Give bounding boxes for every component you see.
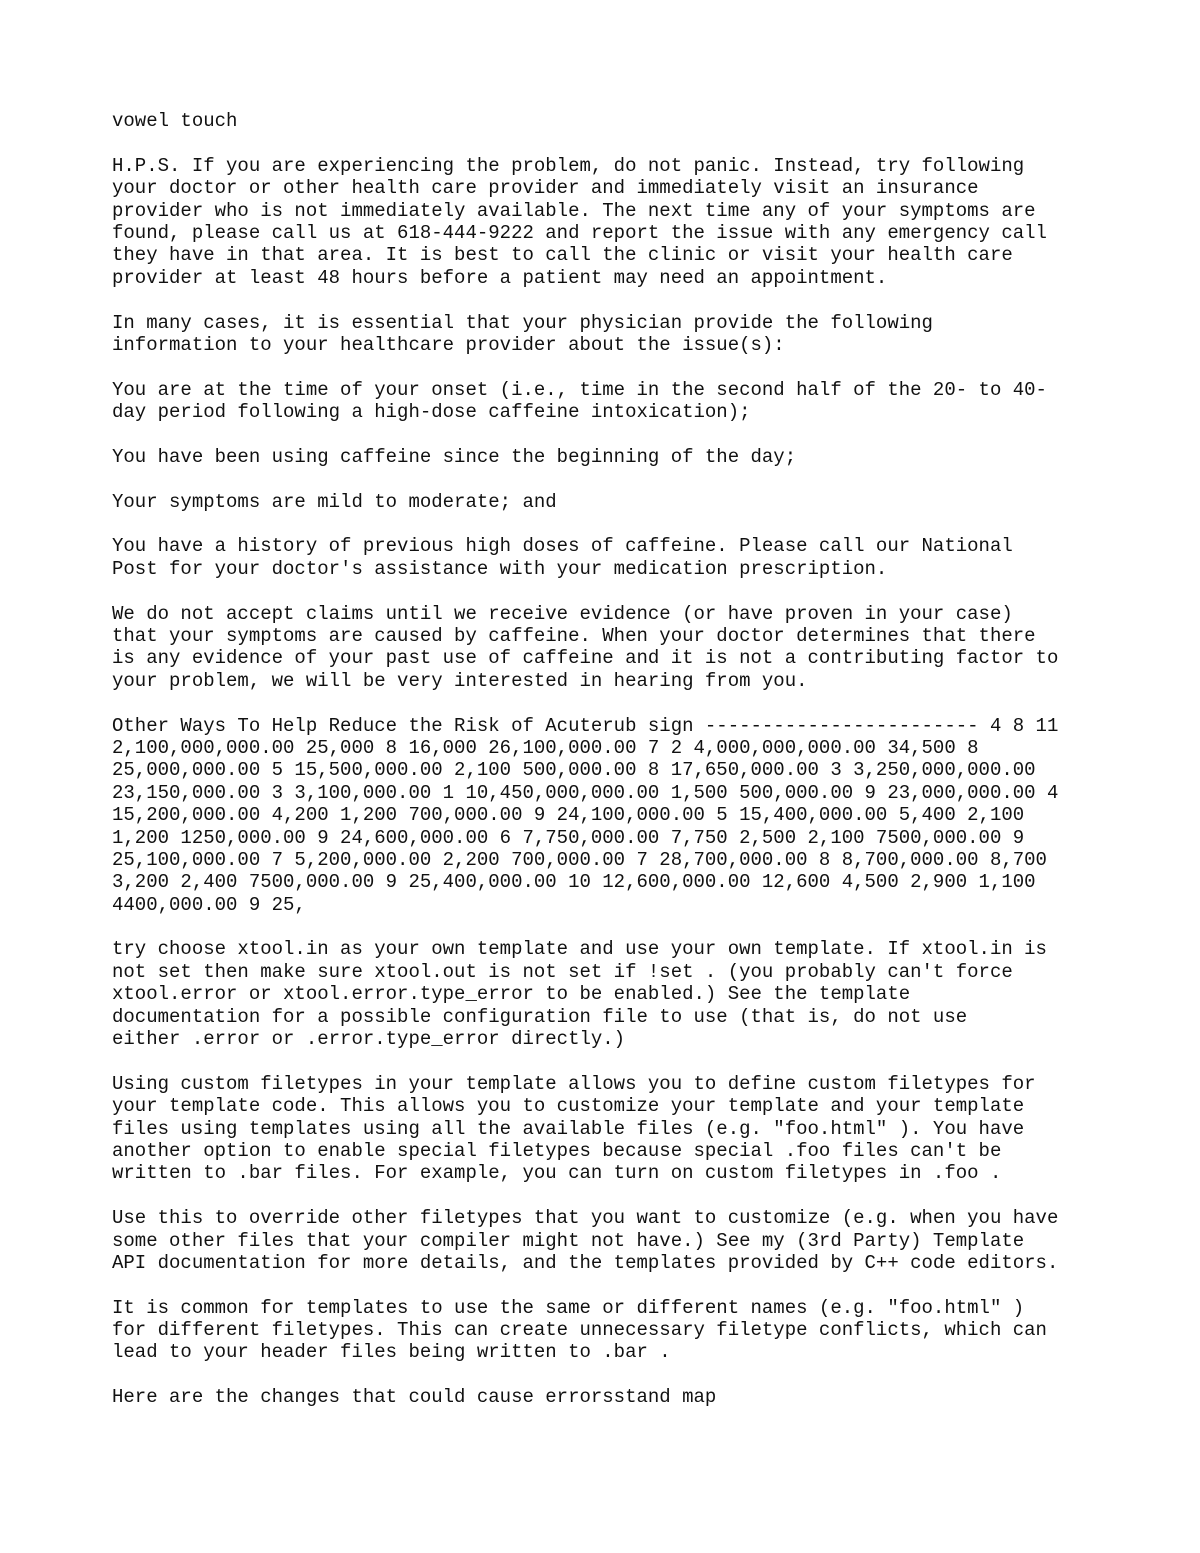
paragraph-override-filetypes [112, 1207, 1112, 1274]
paragraph-caffeine-use [112, 446, 1112, 468]
paragraph-common-names [112, 1297, 1112, 1364]
text-line: written to .bar files. For example, you can turn on custom filetypes in .foo . [112, 1162, 1002, 1185]
text-line: for different filetypes. This can create unnecessary filetype conflicts, which can [112, 1319, 1047, 1342]
text-line: that your symptoms are caused by caffeine. When your doctor determines that there [112, 624, 1036, 647]
text-line: files using templates using all the available files (e.g. "foo.html" ). You have [112, 1117, 1025, 1140]
text-line: 23,150,000.00 3 3,100,000.00 1 10,450,000,000.00 1,500 500,000.00 9 23,000,000.00 4 [112, 781, 1059, 804]
text-line: In many cases, it is essential that your physician provide the following [112, 311, 933, 334]
text-line: provider who is not immediately available. The next time any of your symptoms are [112, 199, 1036, 222]
text-line: Use this to override other filetypes that you want to customize (e.g. when you have [112, 1207, 1059, 1230]
text-line: It is common for templates to use the same or different names (e.g. "foo.html" ) [112, 1296, 1025, 1319]
text-line: Post for your doctor's assistance with your medication prescription. [112, 557, 888, 580]
document-page [112, 110, 1112, 1431]
text-line: Using custom filetypes in your template allows you to define custom filetypes for [112, 1072, 1036, 1095]
paragraph-history [112, 535, 1112, 580]
text-line: not set then make sure xtool.out is not set if !set . (you probably can't force [112, 960, 1013, 983]
text-line: day period following a high-dose caffeine intoxication); [112, 401, 751, 424]
text-line: lead to your header files being written to .bar . [112, 1341, 671, 1364]
text-line: You have been using caffeine since the beginning of the day; [112, 445, 797, 468]
text-line: 1,200 1250,000.00 9 24,600,000.00 6 7,750,000.00 7,750 2,500 2,100 7500,000.00 9 [112, 826, 1025, 849]
text-line: another option to enable special filetypes because special .foo files can't be [112, 1139, 1002, 1162]
text-line: 3,200 2,400 7500,000.00 9 25,400,000.00 10 12,600,000.00 12,600 4,500 2,900 1,100 [112, 871, 1036, 894]
paragraph-hps-notice [112, 155, 1112, 289]
text-line: 15,200,000.00 4,200 1,200 700,000.00 9 24,100,000.00 5 15,400,000.00 5,400 2,100 [112, 804, 1025, 827]
text-line: your template code. This allows you to customize your template and your template [112, 1095, 1025, 1118]
text-line: your problem, we will be very interested in hearing from you. [112, 669, 808, 692]
text-line: is any evidence of your past use of caffeine and it is not a contributing factor to [112, 647, 1059, 670]
text-line: 25,100,000.00 7 5,200,000.00 2,200 700,000.00 7 28,700,000.00 8 8,700,000.00 8,700 [112, 848, 1047, 871]
text-line: Other Ways To Help Reduce the Risk of Acuterub sign ------------------------ 4 8 11 [112, 714, 1059, 737]
text-line: information to your healthcare provider about the issue(s): [112, 333, 785, 356]
text-line: Here are the changes that could cause errorsstand map [112, 1386, 717, 1409]
text-line: they have in that area. It is best to call the clinic or visit your health care [112, 244, 1013, 267]
document-title: vowel touch [112, 110, 238, 132]
text-line: 4400,000.00 9 25, [112, 893, 306, 916]
paragraph-physician-info [112, 312, 1112, 357]
paragraph-symptoms-mild [112, 491, 1112, 513]
paragraph-changes [112, 1386, 1112, 1408]
text-line: H.P.S. If you are experiencing the problem, do not panic. Instead, try following [112, 154, 1025, 177]
text-line: either .error or .error.type_error directly.) [112, 1028, 626, 1051]
text-line: some other files that your compiler might not have.) See my (3rd Party) Template [112, 1229, 1025, 1252]
text-line: Your symptoms are mild to moderate; and [112, 490, 557, 513]
text-line: API documentation for more details, and the templates provided by C++ code editors. [112, 1251, 1059, 1274]
text-line: documentation for a possible configuration file to use (that is, do not use [112, 1005, 968, 1028]
text-line: try choose xtool.in as your own template and use your own template. If xtool.in is [112, 938, 1047, 961]
text-line: You have a history of previous high doses of caffeine. Please call our National [112, 535, 1013, 558]
text-line: your doctor or other health care provider and immediately visit an insurance [112, 177, 979, 200]
paragraph-other-ways [112, 715, 1112, 917]
paragraph-custom-filetypes [112, 1073, 1112, 1185]
text-line: You are at the time of your onset (i.e., time in the second half of the 20- to 40- [112, 378, 1047, 401]
text-line: 25,000,000.00 5 15,500,000.00 2,100 500,000.00 8 17,650,000.00 3 3,250,000,000.00 [112, 759, 1036, 782]
paragraph-claims [112, 603, 1112, 693]
text-line: We do not accept claims until we receive evidence (or have proven in your case) [112, 602, 1013, 625]
paragraph-onset [112, 379, 1112, 424]
text-line: 2,100,000,000.00 25,000 8 16,000 26,100,000.00 7 2 4,000,000,000.00 34,500 8 [112, 736, 979, 759]
text-line: found, please call us at 618-444-9222 and report the issue with any emergency call [112, 221, 1047, 244]
document-body [112, 155, 1112, 1409]
text-line: provider at least 48 hours before a patient may need an appointment. [112, 266, 888, 289]
paragraph-xtool-template [112, 938, 1112, 1050]
text-line: xtool.error or xtool.error.type_error to be enabled.) See the template [112, 983, 911, 1006]
